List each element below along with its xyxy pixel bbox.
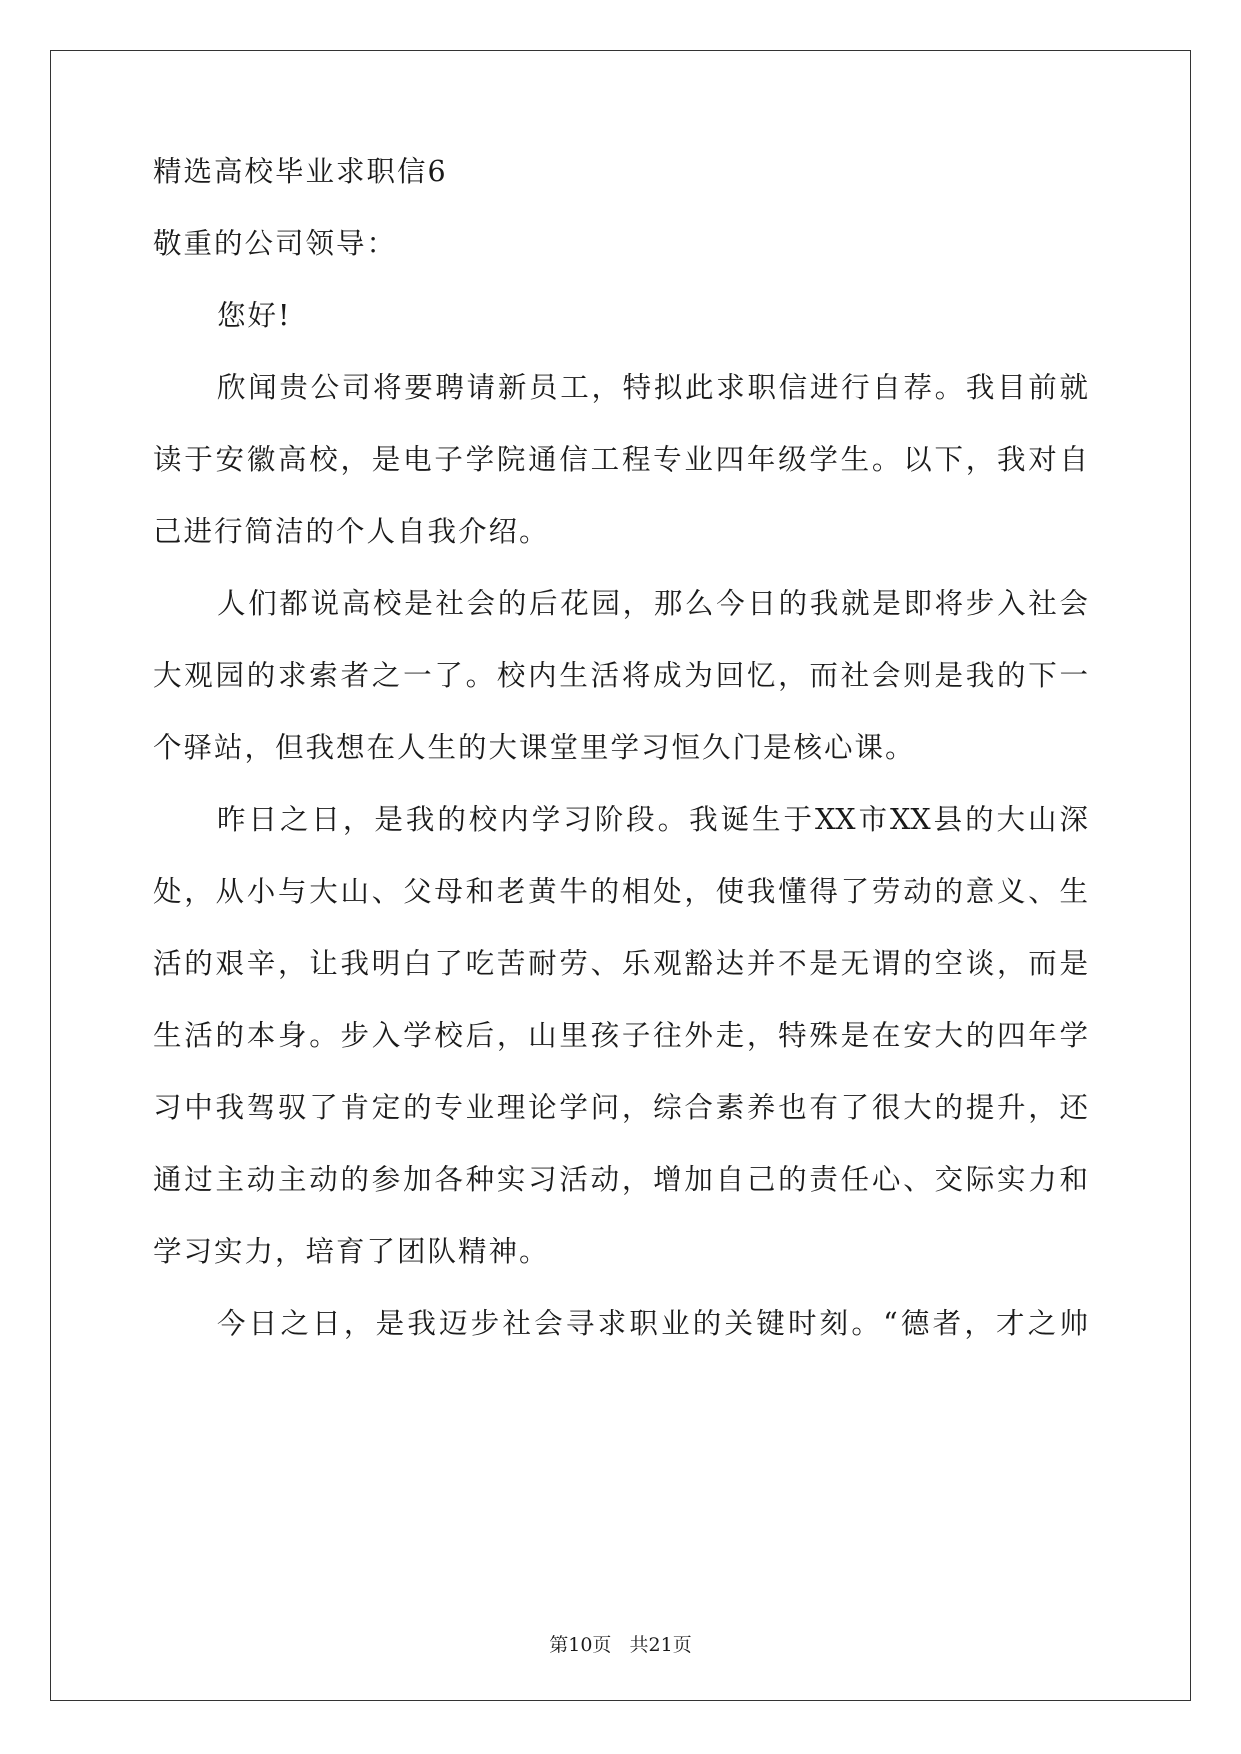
- paragraph-line: 大观园的求索者之一了。校内生活将成为回忆，而社会则是我的下一: [153, 659, 1088, 692]
- paragraph-line: 处，从小与大山、父母和老黄牛的相处，使我懂得了劳动的意义、生: [153, 875, 1088, 908]
- paragraph-line: 己进行简洁的个人自我介绍。: [153, 515, 550, 548]
- paragraph-line: 今日之日，是我迈步社会寻求职业的关键时刻。“德者，才之帅: [217, 1307, 1088, 1340]
- paragraph-line: 通过主动主动的参加各种实习活动，增加自己的责任心、交际实力和: [153, 1163, 1088, 1196]
- paragraph-line: 人们都说高校是社会的后花园，那么今日的我就是即将步入社会: [217, 587, 1088, 620]
- paragraph-line: 学习实力，培育了团队精神。: [153, 1235, 550, 1268]
- paragraph-line: 欣闻贵公司将要聘请新员工，特拟此求职信进行自荐。我目前就: [217, 371, 1088, 404]
- paragraph-line: 习中我驾驭了肯定的专业理论学问，综合素养也有了很大的提升，还: [153, 1091, 1088, 1124]
- page-number-footer: 第10页 共21页: [549, 1634, 692, 1656]
- paragraph-line: 生活的本身。步入学校后，山里孩子往外走，特殊是在安大的四年学: [153, 1019, 1088, 1052]
- paragraph-line: 个驿站，但我想在人生的大课堂里学习恒久门是核心课。: [153, 731, 916, 764]
- paragraph-line: 活的艰辛，让我明白了吃苦耐劳、乐观豁达并不是无谓的空谈，而是: [153, 947, 1088, 980]
- paragraph-line: 读于安徽高校，是电子学院通信工程专业四年级学生。以下，我对自: [153, 443, 1088, 476]
- greeting: 您好!: [217, 299, 292, 332]
- paragraph-line: 昨日之日，是我的校内学习阶段。我诞生于XX市XX县的大山深: [217, 803, 1088, 836]
- document-title: 精选高校毕业求职信6: [153, 155, 448, 188]
- salutation: 敬重的公司领导：: [153, 227, 398, 260]
